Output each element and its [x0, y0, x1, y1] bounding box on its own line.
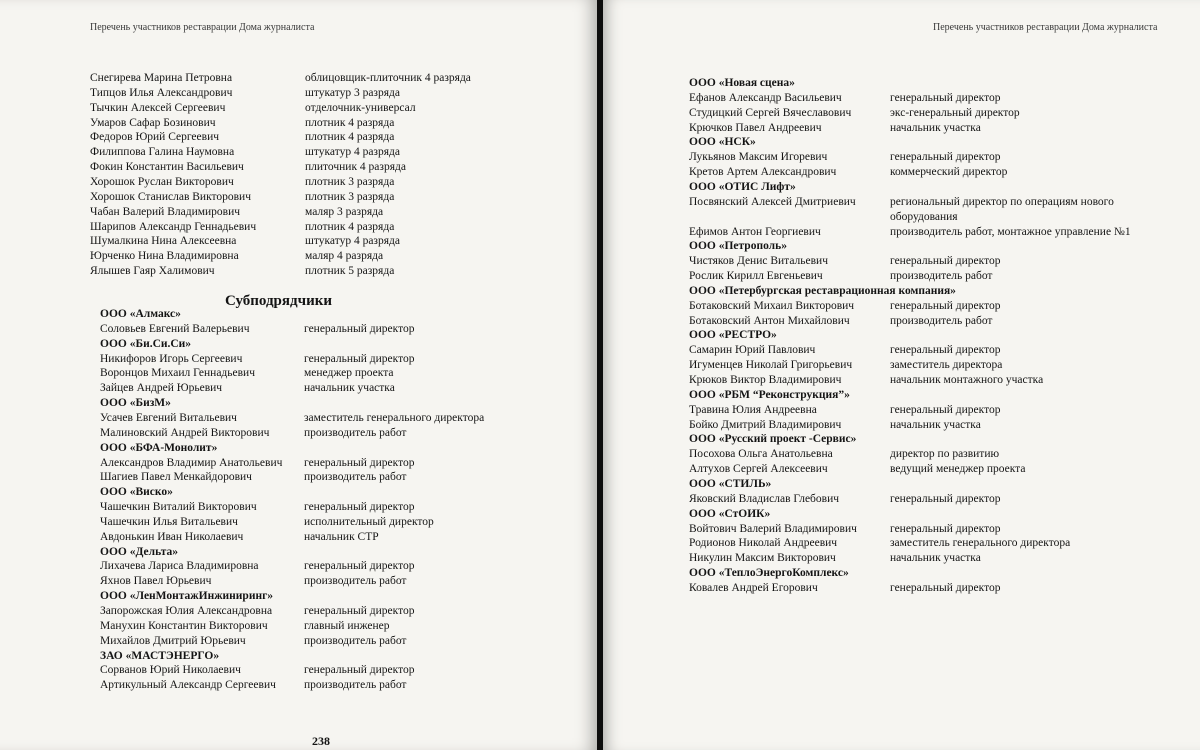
company-name: ЗАО «МАСТЭНЕРГО» [100, 649, 220, 662]
person-role: генеральный директор [890, 299, 1001, 312]
person-name: Шумалкина Нина Алексеевна [90, 235, 237, 248]
person-row [0, 220, 590, 235]
company-name: ООО «БизМ» [100, 397, 171, 410]
person-name: Ялышев Гаяр Халимович [90, 265, 215, 278]
person-name: Артикульный Александр Сергеевич [100, 679, 276, 692]
person-name: Ботаковский Антон Михайлович [689, 314, 850, 327]
person-role: плотник 3 разряда [305, 175, 395, 188]
person-row [0, 130, 590, 145]
person-role: ведущий менеджер проекта [890, 463, 1026, 476]
person-row [603, 403, 1193, 418]
person-role: производитель работ [304, 426, 407, 439]
person-name: Михайлов Дмитрий Юрьевич [100, 634, 246, 647]
person-name: Ефанов Александр Васильевич [689, 91, 842, 104]
person-name: Чистяков Денис Витальевич [689, 255, 828, 268]
company-name: ООО «ТеплоЭнергоКомплекс» [689, 567, 849, 580]
person-row [0, 470, 590, 485]
person-name: Авдонькин Иван Николаевич [100, 530, 244, 543]
person-row [0, 456, 590, 471]
person-row [603, 106, 1193, 121]
person-name: Хорошок Станислав Викторович [90, 190, 251, 203]
person-row [0, 678, 590, 693]
person-role: начальник участка [890, 121, 981, 134]
person-name: Усачев Евгений Витальевич [100, 411, 237, 424]
person-row [0, 71, 590, 86]
person-name: Малиновский Андрей Викторович [100, 426, 270, 439]
person-row [603, 314, 1193, 329]
person-row [0, 366, 590, 381]
company-name: ООО «СтОИК» [689, 507, 771, 520]
person-role: коммерческий директор [890, 166, 1008, 179]
person-name: Никулин Максим Викторович [689, 552, 836, 565]
person-row [0, 249, 590, 264]
person-role: генеральный директор [890, 522, 1001, 535]
person-role: облицовщик-плиточник 4 разряда [305, 72, 471, 84]
person-row [603, 581, 1193, 596]
person-row [0, 574, 590, 589]
company-name: ООО «РЕСТРО» [689, 329, 777, 342]
person-name: Студицкий Сергей Вячеславович [689, 106, 852, 119]
person-row [603, 165, 1193, 180]
person-row [0, 426, 590, 441]
person-row [603, 210, 1193, 225]
person-role: исполнительный директор [304, 515, 434, 528]
person-row [0, 160, 590, 175]
person-role: генеральный директор [890, 403, 1001, 416]
person-name: Сорванов Юрий Николаевич [100, 664, 241, 677]
person-role: заместитель генерального директора [890, 537, 1071, 550]
person-row [0, 234, 590, 249]
person-role: заместитель генерального директора [304, 411, 485, 424]
person-row [603, 551, 1193, 566]
person-name: Кретов Артем Александрович [689, 166, 837, 179]
person-name: Чашечкин Илья Витальевич [100, 515, 238, 528]
person-name: Ботаковский Михаил Викторович [689, 299, 855, 312]
person-role: заместитель директора [890, 359, 1003, 372]
company-name: ООО «ОТИС Лифт» [689, 180, 796, 193]
person-role: штукатур 4 разряда [305, 235, 400, 248]
person-role: начальник СТР [304, 530, 379, 543]
person-role: штукатур 3 разряда [305, 86, 400, 99]
person-role: плотник 4 разряда [305, 131, 395, 144]
person-name: Самарин Юрий Павлович [689, 344, 816, 357]
person-role: менеджер проекта [304, 367, 394, 380]
person-name: Травина Юлия Андреевна [689, 403, 817, 416]
person-name: Шарипов Александр Геннадьевич [90, 220, 257, 233]
person-role: генеральный директор [304, 456, 415, 469]
person-name: Зайцев Андрей Юрьевич [100, 382, 223, 395]
person-role: производитель работ [304, 575, 407, 588]
person-row [0, 515, 590, 530]
person-role: плотник 4 разряда [305, 116, 395, 129]
person-row [0, 175, 590, 190]
person-role: генеральный директор [890, 91, 1001, 104]
page-header: Перечень участников реставрации Дома журналиста [933, 22, 1158, 33]
person-role: генеральный директор [890, 151, 1001, 164]
person-name: Посохова Ольга Анатольевна [689, 448, 833, 461]
person-row [0, 352, 590, 367]
person-role: производитель работ [304, 679, 407, 692]
person-role: начальник монтажного участка [890, 374, 1044, 386]
person-name: Яхнов Павел Юрьевич [100, 575, 212, 588]
person-name: Родионов Николай Андреевич [689, 537, 838, 550]
person-name: Бойко Дмитрий Владимирович [689, 418, 842, 431]
person-name: Ефимов Антон Георгиевич [689, 225, 821, 238]
person-role: производитель работ [890, 314, 993, 327]
person-name: Никифоров Игорь Сергеевич [100, 352, 243, 365]
company-name: ООО «Дельта» [100, 545, 179, 558]
person-name: Умаров Сафар Бозинович [90, 116, 216, 129]
person-role: начальник участка [890, 552, 981, 565]
person-row [0, 634, 590, 649]
person-role: производитель работ [304, 471, 407, 484]
page-number: 238 [312, 734, 330, 748]
person-role: генеральный директор [304, 560, 415, 573]
person-name: Чашечкин Виталий Викторович [100, 501, 257, 514]
person-role: генеральный директор [890, 492, 1001, 505]
person-row [603, 269, 1193, 284]
person-role: плотник 5 разряда [305, 265, 395, 278]
person-row [0, 619, 590, 634]
person-row [603, 254, 1193, 269]
company-name: ООО «СТИЛЬ» [689, 477, 772, 490]
person-role: производитель работ [304, 634, 407, 647]
person-role: генеральный директор [890, 581, 1001, 594]
company-name: ООО «БФА-Монолит» [100, 441, 218, 454]
person-row [603, 522, 1193, 537]
person-name: Снегирева Марина Петровна [90, 72, 233, 84]
person-role: генеральный директор [304, 605, 415, 617]
person-role: плиточник 4 разряда [305, 161, 406, 174]
person-role: главный инженер [304, 619, 390, 632]
person-role: региональный директор по операциям нового [890, 195, 1114, 208]
person-row [603, 299, 1193, 314]
person-name: Яковский Владислав Глебович [689, 492, 840, 505]
person-role: маляр 3 разряда [305, 205, 384, 218]
person-name: Тычкин Алексей Сергеевич [90, 101, 226, 114]
left-page [0, 0, 598, 750]
company-name: ООО «Петербургская реставрационная компания» [689, 284, 956, 297]
person-name: Посвянский Алексей Дмитриевич [689, 195, 856, 208]
person-name: Чабан Валерий Владимирович [90, 205, 241, 218]
person-name: Александров Владимир Анатольевич [100, 456, 283, 469]
person-row [0, 559, 590, 574]
person-name: Лукьянов Максим Игоревич [689, 151, 828, 164]
person-row [603, 373, 1193, 388]
person-row [0, 411, 590, 426]
person-name: Хорошок Руслан Викторович [90, 175, 234, 188]
person-name: Манухин Константин Викторович [100, 619, 268, 632]
person-row [0, 530, 590, 545]
person-name: Типцов Илья Александрович [90, 86, 233, 99]
page-header: Перечень участников реставрации Дома журналиста [90, 22, 315, 33]
person-role: оборудования [890, 210, 958, 223]
company-name: ООО «РБМ “Реконструкция”» [689, 388, 850, 401]
company-name: ООО «Алмакс» [100, 308, 181, 320]
person-row [0, 264, 590, 279]
person-role: производитель работ [890, 270, 993, 283]
person-role: начальник участка [304, 382, 395, 395]
person-role: начальник участка [890, 418, 981, 431]
person-name: Рослик Кирилл Евгеньевич [689, 270, 823, 283]
person-role: производитель работ, монтажное управление №1 [890, 225, 1131, 238]
person-name: Соловьев Евгений Валерьевич [100, 322, 250, 335]
person-row [603, 121, 1193, 136]
person-name: Фокин Константин Васильевич [90, 161, 244, 174]
company-name: ООО «Новая сцена» [689, 77, 795, 89]
section-title: Субподрядчики [225, 293, 332, 309]
person-role: генеральный директор [890, 255, 1001, 268]
person-name: Запорожская Юлия Александровна [100, 605, 273, 617]
person-name: Шагиев Павел Менкайдорович [100, 471, 252, 484]
person-role: генеральный директор [304, 664, 415, 677]
person-role: экс-генеральный директор [890, 106, 1020, 119]
person-role: генеральный директор [304, 322, 415, 335]
company-name: ООО «Петрополь» [689, 240, 787, 253]
person-name: Алтухов Сергей Алексеевич [689, 463, 828, 476]
person-row [0, 500, 590, 515]
person-row [0, 322, 590, 337]
person-role: плотник 3 разряда [305, 190, 395, 203]
person-name: Юрченко Нина Владимировна [90, 250, 239, 263]
person-role: штукатур 4 разряда [305, 146, 400, 159]
person-role: плотник 4 разряда [305, 220, 395, 233]
company-name: ООО «Виско» [100, 486, 173, 499]
person-row [603, 225, 1193, 240]
person-row [603, 195, 1193, 210]
person-row [603, 343, 1193, 358]
person-name: Ковалев Андрей Егорович [689, 581, 818, 594]
person-name: Крюков Виктор Владимирович [689, 374, 842, 386]
person-name: Воронцов Михаил Геннадьевич [100, 367, 255, 380]
person-row [0, 205, 590, 220]
person-row [0, 145, 590, 160]
right-page [603, 0, 1200, 750]
company-name: ООО «Русский проект -Сервис» [689, 433, 857, 446]
person-role: генеральный директор [890, 344, 1001, 357]
person-row [603, 418, 1193, 433]
person-role: генеральный директор [304, 501, 415, 514]
person-name: Войтович Валерий Владимирович [689, 522, 857, 535]
person-name: Крючков Павел Андреевич [689, 121, 822, 134]
person-row [603, 447, 1193, 462]
person-row [603, 492, 1193, 507]
company-name: ООО «ЛенМонтажИнжиниринг» [100, 590, 274, 603]
person-role: маляр 4 разряда [305, 250, 384, 263]
person-row [603, 536, 1193, 551]
company-name: ООО «Би.Си.Си» [100, 337, 192, 350]
company-name: ООО «НСК» [689, 136, 756, 149]
person-row [603, 91, 1193, 106]
person-row [603, 150, 1193, 165]
person-role: директор по развитию [890, 448, 1000, 461]
person-name: Филиппова Галина Наумовна [90, 146, 235, 159]
person-row [603, 462, 1193, 477]
person-row [0, 604, 590, 619]
person-role: отделочник-универсал [305, 101, 416, 114]
person-name: Игуменцев Николай Григорьевич [689, 359, 853, 372]
person-row [0, 190, 590, 205]
person-row [0, 116, 590, 131]
person-role: генеральный директор [304, 352, 415, 365]
person-name: Лихачева Лариса Владимировна [100, 560, 259, 573]
person-row [0, 381, 590, 396]
person-row [0, 101, 590, 116]
person-name: Федоров Юрий Сергеевич [90, 131, 220, 144]
person-row [0, 663, 590, 678]
person-row [0, 86, 590, 101]
person-row [603, 358, 1193, 373]
